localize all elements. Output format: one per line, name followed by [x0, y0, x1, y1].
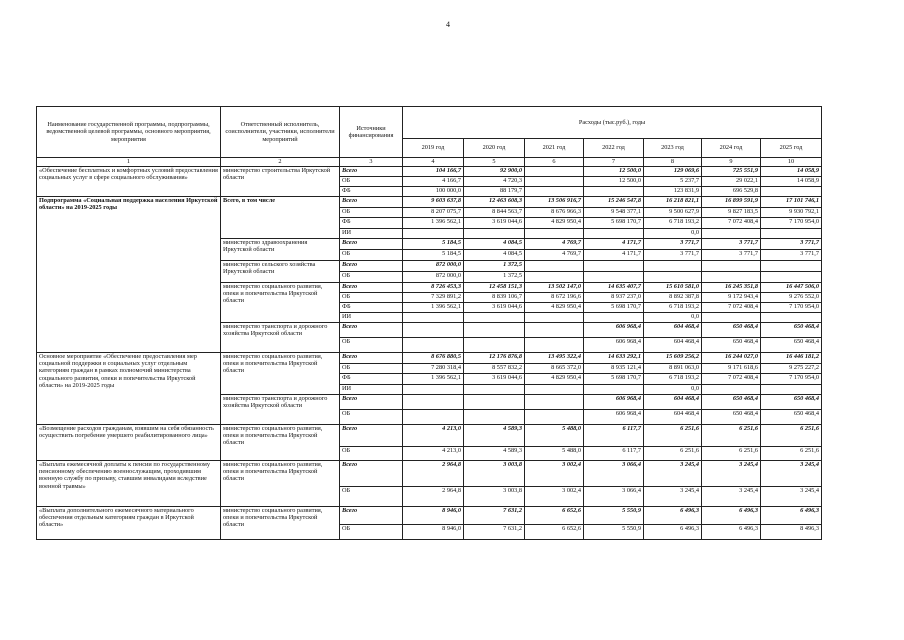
- value-cell: 5 698 170,7: [584, 374, 644, 385]
- source-cell: Всего: [340, 461, 403, 487]
- column-number: 7: [584, 158, 644, 167]
- value-cell: 4 769,7: [525, 239, 584, 250]
- value-cell: 4 720,3: [464, 177, 525, 187]
- header-year: 2019 год: [403, 139, 464, 158]
- value-cell: 8 937 237,0: [584, 293, 644, 303]
- value-cell: 604 468,4: [644, 410, 702, 425]
- value-cell: [403, 228, 464, 239]
- value-cell: 6 117,7: [584, 447, 644, 461]
- value-cell: [403, 410, 464, 425]
- value-cell: 6 117,7: [584, 425, 644, 447]
- value-cell: 2 964,8: [403, 487, 464, 507]
- program-name-cell: «Обеспечение бесплатных и комфортных условий предоставления социальных услуг в сфере социального обслуживания»: [37, 167, 221, 197]
- value-cell: 9 275 227,2: [761, 363, 822, 374]
- value-cell: 14 058,9: [761, 177, 822, 187]
- value-cell: 6 652,6: [525, 507, 584, 525]
- value-cell: 650 468,4: [702, 395, 761, 410]
- value-cell: 3 066,4: [584, 487, 644, 507]
- value-cell: 16 245 351,8: [702, 283, 761, 293]
- source-cell: ОБ: [340, 487, 403, 507]
- responsible-cell: министерство строительства Иркутской области: [221, 167, 340, 197]
- source-cell: ОБ: [340, 410, 403, 425]
- value-cell: 3 619 044,6: [464, 218, 525, 229]
- responsible-cell: министерство сельского хозяйства Иркутской области: [221, 261, 340, 283]
- value-cell: 4 829 950,4: [525, 303, 584, 313]
- value-cell: 8 557 832,2: [464, 363, 525, 374]
- value-cell: 8 676 880,5: [403, 353, 464, 364]
- value-cell: [525, 323, 584, 338]
- value-cell: 3 003,8: [464, 461, 525, 487]
- value-cell: 13 506 916,7: [525, 197, 584, 208]
- value-cell: 92 900,0: [464, 167, 525, 177]
- source-cell: ОБ: [340, 207, 403, 218]
- value-cell: 8 676 966,3: [525, 207, 584, 218]
- value-cell: 3 003,8: [464, 487, 525, 507]
- value-cell: 3 002,4: [525, 487, 584, 507]
- value-cell: 4 769,7: [525, 250, 584, 261]
- value-cell: 7 072 408,4: [702, 374, 761, 385]
- header-year: 2021 год: [525, 139, 584, 158]
- value-cell: 1 372,5: [464, 272, 525, 283]
- value-cell: 5 488,0: [525, 447, 584, 461]
- value-cell: 16 244 027,0: [702, 353, 761, 364]
- program-name-cell: «Возмещение расходов гражданам, взявшим на себя обязанность осуществить погребение умершего реабилитированного лица»: [37, 425, 221, 461]
- value-cell: 15 609 256,2: [644, 353, 702, 364]
- value-cell: 650 468,4: [702, 410, 761, 425]
- column-number: 10: [761, 158, 822, 167]
- value-cell: 6 652,6: [525, 525, 584, 540]
- value-cell: 606 968,4: [584, 410, 644, 425]
- source-cell: Всего: [340, 425, 403, 447]
- value-cell: [702, 384, 761, 395]
- table-row: [37, 507, 822, 525]
- value-cell: 606 968,4: [584, 338, 644, 353]
- value-cell: 4 829 950,4: [525, 374, 584, 385]
- value-cell: 7 329 891,2: [403, 293, 464, 303]
- value-cell: [584, 187, 644, 197]
- value-cell: 6 251,6: [644, 425, 702, 447]
- value-cell: 604 468,4: [644, 338, 702, 353]
- value-cell: 9 827 183,5: [702, 207, 761, 218]
- value-cell: 8 946,0: [403, 507, 464, 525]
- value-cell: 7 072 408,4: [702, 218, 761, 229]
- value-cell: 13 502 147,0: [525, 283, 584, 293]
- value-cell: [525, 338, 584, 353]
- value-cell: 650 468,4: [761, 395, 822, 410]
- value-cell: [584, 384, 644, 395]
- value-cell: 5 550,9: [584, 507, 644, 525]
- value-cell: 3 771,7: [644, 239, 702, 250]
- source-cell: ИИ: [340, 313, 403, 323]
- value-cell: 3 619 044,6: [464, 374, 525, 385]
- header-expenses: Расходы (тыс.руб.), годы: [403, 107, 822, 139]
- value-cell: [702, 261, 761, 272]
- value-cell: [464, 395, 525, 410]
- value-cell: 3 245,4: [761, 461, 822, 487]
- value-cell: 5 237,7: [644, 177, 702, 187]
- value-cell: 123 831,9: [644, 187, 702, 197]
- value-cell: 3 245,4: [644, 461, 702, 487]
- column-number: 6: [525, 158, 584, 167]
- page-number: 4: [446, 20, 450, 29]
- value-cell: 9 276 552,0: [761, 293, 822, 303]
- program-name-cell: «Выплата ежемесячной доплаты к пенсии по государственному пенсионному обеспечению военнослужащим, проходившим военную службу по призыву, ставшим инвалидами вследствие военной травмы»: [37, 461, 221, 507]
- source-cell: ОБ: [340, 338, 403, 353]
- value-cell: 16 899 591,9: [702, 197, 761, 208]
- value-cell: 9 500 627,9: [644, 207, 702, 218]
- value-cell: 725 551,9: [702, 167, 761, 177]
- column-number: 4: [403, 158, 464, 167]
- value-cell: 3 771,7: [761, 239, 822, 250]
- value-cell: [644, 261, 702, 272]
- value-cell: 15 246 547,8: [584, 197, 644, 208]
- value-cell: 606 968,4: [584, 395, 644, 410]
- value-cell: 8 726 453,3: [403, 283, 464, 293]
- source-cell: Всего: [340, 261, 403, 272]
- value-cell: [525, 410, 584, 425]
- value-cell: 8 207 075,7: [403, 207, 464, 218]
- value-cell: 3 245,4: [644, 487, 702, 507]
- value-cell: 650 468,4: [761, 338, 822, 353]
- responsible-cell: министерство социального развития, опеки и попечительства Иркутской области: [221, 461, 340, 507]
- value-cell: 4 171,7: [584, 250, 644, 261]
- value-cell: 6 251,6: [702, 425, 761, 447]
- value-cell: [584, 313, 644, 323]
- value-cell: 12 458 151,3: [464, 283, 525, 293]
- value-cell: 604 468,4: [644, 395, 702, 410]
- value-cell: 7 280 318,4: [403, 363, 464, 374]
- value-cell: 650 468,4: [761, 323, 822, 338]
- value-cell: 8 844 563,7: [464, 207, 525, 218]
- value-cell: 4 166,7: [403, 177, 464, 187]
- value-cell: [464, 313, 525, 323]
- value-cell: 6 251,6: [702, 447, 761, 461]
- value-cell: 1 396 562,1: [403, 218, 464, 229]
- source-cell: Всего: [340, 507, 403, 525]
- value-cell: [584, 261, 644, 272]
- value-cell: [525, 228, 584, 239]
- value-cell: 3 771,7: [644, 250, 702, 261]
- source-cell: Всего: [340, 323, 403, 338]
- source-cell: Всего: [340, 353, 403, 364]
- source-cell: Всего: [340, 395, 403, 410]
- value-cell: [761, 187, 822, 197]
- value-cell: 3 771,7: [702, 250, 761, 261]
- responsible-cell: министерство социального развития, опеки и попечительства Иркутской области: [221, 283, 340, 323]
- value-cell: 6 496,3: [702, 525, 761, 540]
- source-cell: ОБ: [340, 177, 403, 187]
- value-cell: 16 218 821,1: [644, 197, 702, 208]
- responsible-cell: министерство социального развития, опеки и попечительства Иркутской области: [221, 353, 340, 395]
- value-cell: 29 022,1: [702, 177, 761, 187]
- value-cell: 9 171 618,6: [702, 363, 761, 374]
- value-cell: 6 718 193,2: [644, 303, 702, 313]
- value-cell: 9 172 943,4: [702, 293, 761, 303]
- value-cell: 17 101 746,1: [761, 197, 822, 208]
- value-cell: [464, 228, 525, 239]
- source-cell: Всего: [340, 239, 403, 250]
- table-row: [37, 197, 822, 208]
- source-cell: ФБ: [340, 187, 403, 197]
- table-row: [37, 353, 822, 364]
- value-cell: [403, 338, 464, 353]
- value-cell: 4 084,5: [464, 250, 525, 261]
- value-cell: [584, 228, 644, 239]
- source-cell: Всего: [340, 197, 403, 208]
- source-cell: ОБ: [340, 363, 403, 374]
- value-cell: 4 213,0: [403, 447, 464, 461]
- value-cell: [525, 272, 584, 283]
- value-cell: 3 619 044,6: [464, 303, 525, 313]
- value-cell: 13 495 322,4: [525, 353, 584, 364]
- responsible-cell: министерство транспорта и дорожного хозяйства Иркутской области: [221, 395, 340, 425]
- value-cell: 650 468,4: [702, 323, 761, 338]
- value-cell: 7 170 954,0: [761, 303, 822, 313]
- column-number: 9: [702, 158, 761, 167]
- value-cell: 9 930 792,1: [761, 207, 822, 218]
- value-cell: [761, 228, 822, 239]
- value-cell: 3 771,7: [702, 239, 761, 250]
- value-cell: [702, 228, 761, 239]
- value-cell: 6 718 193,2: [644, 374, 702, 385]
- value-cell: 6 496,3: [761, 507, 822, 525]
- value-cell: [761, 261, 822, 272]
- value-cell: 8 935 121,4: [584, 363, 644, 374]
- source-cell: ИИ: [340, 384, 403, 395]
- value-cell: 0,0: [644, 228, 702, 239]
- value-cell: [525, 395, 584, 410]
- value-cell: 650 468,4: [761, 410, 822, 425]
- column-number: 1: [37, 158, 221, 167]
- value-cell: [525, 167, 584, 177]
- value-cell: 4 213,0: [403, 425, 464, 447]
- value-cell: 7 631,2: [464, 507, 525, 525]
- value-cell: [525, 187, 584, 197]
- budget-table: [36, 106, 822, 540]
- value-cell: [702, 272, 761, 283]
- program-name-cell: Подпрограмма «Социальная поддержка населения Иркутской области» на 2019-2025 годы: [37, 197, 221, 353]
- value-cell: [525, 384, 584, 395]
- header-year: 2024 год: [702, 139, 761, 158]
- source-cell: ОБ: [340, 250, 403, 261]
- value-cell: [464, 384, 525, 395]
- value-cell: [403, 395, 464, 410]
- value-cell: [403, 384, 464, 395]
- value-cell: 8 672 196,6: [525, 293, 584, 303]
- value-cell: 16 446 181,2: [761, 353, 822, 364]
- value-cell: 12 176 876,8: [464, 353, 525, 364]
- value-cell: 9 548 377,1: [584, 207, 644, 218]
- value-cell: [464, 323, 525, 338]
- source-cell: ФБ: [340, 374, 403, 385]
- value-cell: 3 002,4: [525, 461, 584, 487]
- column-number: 3: [340, 158, 403, 167]
- value-cell: 6 496,3: [702, 507, 761, 525]
- value-cell: 7 072 408,4: [702, 303, 761, 313]
- source-cell: ОБ: [340, 525, 403, 540]
- value-cell: 4 589,3: [464, 447, 525, 461]
- value-cell: [525, 177, 584, 187]
- value-cell: 1 372,5: [464, 261, 525, 272]
- value-cell: 15 610 581,0: [644, 283, 702, 293]
- value-cell: 8 892 387,8: [644, 293, 702, 303]
- value-cell: 8 496,3: [761, 525, 822, 540]
- value-cell: [464, 410, 525, 425]
- value-cell: 12 463 608,3: [464, 197, 525, 208]
- program-name-cell: «Выплата дополнительного ежемесячного материального обеспечения отдельным категориям граждан в Иркутской области»: [37, 507, 221, 540]
- value-cell: 3 245,4: [702, 461, 761, 487]
- header-year: 2025 год: [761, 139, 822, 158]
- value-cell: 7 170 954,0: [761, 218, 822, 229]
- value-cell: 16 447 506,0: [761, 283, 822, 293]
- value-cell: 100 000,0: [403, 187, 464, 197]
- source-cell: ИИ: [340, 228, 403, 239]
- value-cell: 7 631,2: [464, 525, 525, 540]
- value-cell: [464, 338, 525, 353]
- source-cell: ФБ: [340, 218, 403, 229]
- value-cell: 4 171,7: [584, 239, 644, 250]
- value-cell: 14 635 407,7: [584, 283, 644, 293]
- value-cell: 7 170 954,0: [761, 374, 822, 385]
- value-cell: 4 589,3: [464, 425, 525, 447]
- value-cell: [761, 384, 822, 395]
- value-cell: 104 166,7: [403, 167, 464, 177]
- value-cell: 6 496,3: [644, 507, 702, 525]
- value-cell: 5 184,5: [403, 239, 464, 250]
- value-cell: 14 633 292,1: [584, 353, 644, 364]
- value-cell: 604 468,4: [644, 323, 702, 338]
- header-program: Наименование государственной программы, подпрограммы, ведомственной целевой программы, основного мероприятия, мероприятия: [37, 107, 221, 158]
- value-cell: [403, 313, 464, 323]
- value-cell: 0,0: [644, 384, 702, 395]
- value-cell: 3 245,4: [702, 487, 761, 507]
- value-cell: 6 718 193,2: [644, 218, 702, 229]
- value-cell: 3 771,7: [761, 250, 822, 261]
- value-cell: 872 000,0: [403, 272, 464, 283]
- value-cell: 4 829 950,4: [525, 218, 584, 229]
- responsible-cell: Всего, в том числе: [221, 197, 340, 239]
- column-number: 2: [221, 158, 340, 167]
- value-cell: 872 000,0: [403, 261, 464, 272]
- header-year: 2023 год: [644, 139, 702, 158]
- value-cell: 5 698 170,7: [584, 303, 644, 313]
- value-cell: 12 500,0: [584, 167, 644, 177]
- responsible-cell: министерство социального развития, опеки и попечительства Иркутской области: [221, 425, 340, 461]
- table-row: [37, 461, 822, 487]
- value-cell: [702, 313, 761, 323]
- header-responsible: Ответственный исполнитель, соисполнители, участники, исполнители мероприятий: [221, 107, 340, 158]
- value-cell: 3 245,4: [761, 487, 822, 507]
- responsible-cell: министерство здравоохранения Иркутской области: [221, 239, 340, 261]
- source-cell: Всего: [340, 167, 403, 177]
- value-cell: 0,0: [644, 313, 702, 323]
- value-cell: 12 500,0: [584, 177, 644, 187]
- value-cell: 2 964,8: [403, 461, 464, 487]
- value-cell: 8 839 106,7: [464, 293, 525, 303]
- value-cell: 6 251,6: [644, 447, 702, 461]
- source-cell: ФБ: [340, 303, 403, 313]
- value-cell: 6 251,6: [761, 447, 822, 461]
- value-cell: [525, 313, 584, 323]
- value-cell: 6 251,6: [761, 425, 822, 447]
- value-cell: 5 184,5: [403, 250, 464, 261]
- value-cell: 696 529,8: [702, 187, 761, 197]
- value-cell: 1 396 562,1: [403, 303, 464, 313]
- value-cell: 1 396 562,1: [403, 374, 464, 385]
- value-cell: 606 968,4: [584, 323, 644, 338]
- responsible-cell: министерство транспорта и дорожного хозяйства Иркутской области: [221, 323, 340, 353]
- source-cell: Всего: [340, 283, 403, 293]
- value-cell: 5 550,9: [584, 525, 644, 540]
- column-number: 8: [644, 158, 702, 167]
- value-cell: 14 058,9: [761, 167, 822, 177]
- value-cell: [761, 313, 822, 323]
- table-row: [37, 425, 822, 447]
- value-cell: 4 084,5: [464, 239, 525, 250]
- source-cell: ОБ: [340, 447, 403, 461]
- value-cell: [403, 323, 464, 338]
- value-cell: [761, 272, 822, 283]
- value-cell: 9 603 637,8: [403, 197, 464, 208]
- responsible-cell: министерство социального развития, опеки и попечительства Иркутской области: [221, 507, 340, 540]
- source-cell: ОБ: [340, 293, 403, 303]
- value-cell: [584, 272, 644, 283]
- value-cell: 5 488,0: [525, 425, 584, 447]
- value-cell: 650 468,4: [702, 338, 761, 353]
- value-cell: 5 698 170,7: [584, 218, 644, 229]
- table-row: [37, 167, 822, 177]
- value-cell: 8 891 063,0: [644, 363, 702, 374]
- value-cell: 6 496,3: [644, 525, 702, 540]
- value-cell: [644, 272, 702, 283]
- program-name-cell: Основное мероприятие «Обеспечение предоставления мер социальной поддержки в социальных услуг отдельным категориям граждан в рамках полномочий министерства социального развития, опеки и попечительства Иркутской области» на 2019-2025 годы: [37, 353, 221, 425]
- value-cell: 3 066,4: [584, 461, 644, 487]
- header-sources: Источники финансирования: [340, 107, 403, 158]
- header-year: 2020 год: [464, 139, 525, 158]
- value-cell: 88 179,7: [464, 187, 525, 197]
- source-cell: ОБ: [340, 272, 403, 283]
- header-year: 2022 год: [584, 139, 644, 158]
- value-cell: 8 665 372,0: [525, 363, 584, 374]
- value-cell: 129 069,6: [644, 167, 702, 177]
- column-number: 5: [464, 158, 525, 167]
- value-cell: [525, 261, 584, 272]
- value-cell: 8 946,0: [403, 525, 464, 540]
